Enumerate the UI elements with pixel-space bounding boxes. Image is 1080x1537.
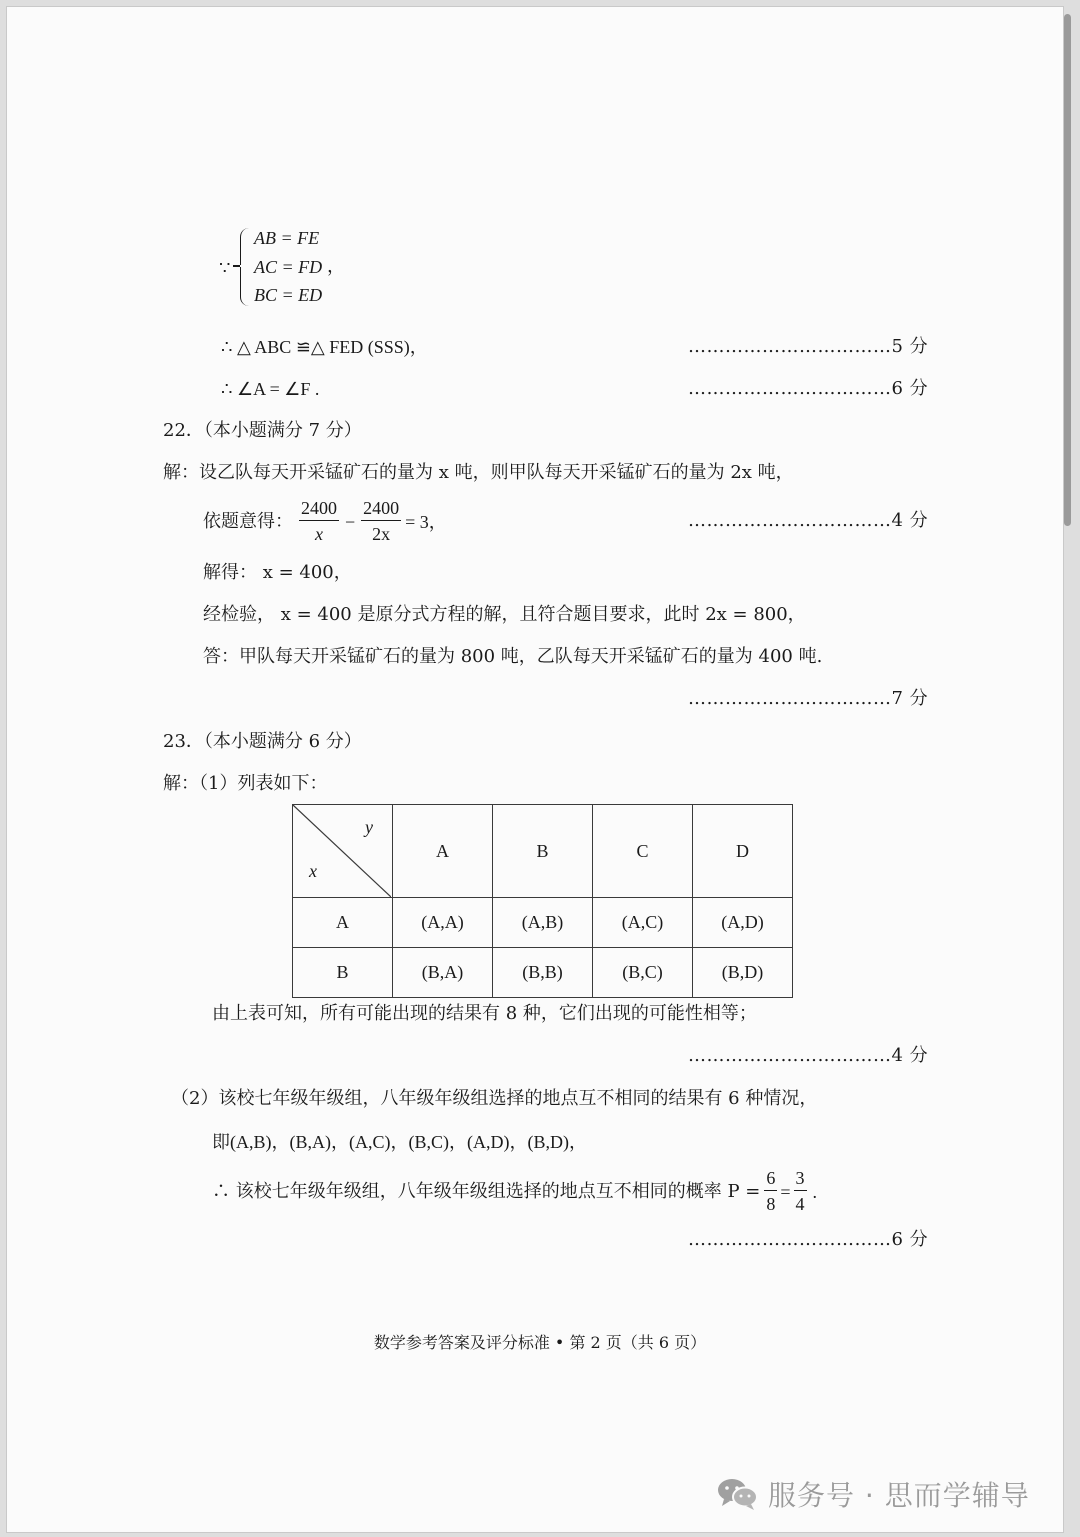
fraction bbox=[794, 1166, 807, 1217]
column-header: D bbox=[693, 805, 793, 898]
q22-equation bbox=[203, 496, 447, 547]
system-brace-tip bbox=[233, 265, 240, 267]
corner-y-label: y bbox=[365, 817, 373, 837]
fraction bbox=[764, 1166, 777, 1217]
wechat-icon bbox=[716, 1476, 760, 1512]
score-mark: ……………………………7 分 bbox=[688, 688, 929, 709]
column-header: B bbox=[493, 805, 593, 898]
table-cell: (A,A) bbox=[393, 898, 493, 948]
system-eq-2-punct: ， bbox=[327, 256, 345, 277]
because-symbol: ∵ bbox=[219, 258, 231, 278]
table-cell: (B,A) bbox=[393, 948, 493, 998]
score-mark: ……………………………6 分 bbox=[688, 378, 929, 399]
fraction-numerator: 2400 bbox=[361, 496, 401, 521]
q23-table-note: 由上表可知，所有可能出现的结果有 8 种，它们出现的可能性相等； bbox=[212, 1003, 757, 1024]
q23-part2: （2）该校七年级年级组，八年级年级组选择的地点互不相同的结果有 6 种情况， bbox=[171, 1088, 818, 1109]
q22-header: 22．（本小题满分 7 分） bbox=[163, 420, 362, 441]
fraction-numerator: 3 bbox=[794, 1166, 807, 1191]
prob-prefix: ∴ 该校七年级年级组，八年级年级组选择的地点互不相同的概率 P = bbox=[212, 1180, 761, 1202]
score-mark: ……………………………6 分 bbox=[688, 1229, 929, 1250]
q22-eq-tail: = 3， bbox=[405, 511, 447, 532]
q23-probability bbox=[212, 1166, 817, 1217]
row-header: A bbox=[293, 898, 393, 948]
table-cell: (A,B) bbox=[493, 898, 593, 948]
minus-sign: − bbox=[345, 511, 356, 532]
column-header: A bbox=[393, 805, 493, 898]
q22-check: 经检验， x = 400 是原分式方程的解，且符合题目要求，此时 2x = 800， bbox=[203, 604, 806, 625]
fraction-denominator: 8 bbox=[766, 1194, 776, 1214]
prob-tail: . bbox=[812, 1181, 818, 1202]
fraction-numerator: 6 bbox=[764, 1166, 777, 1191]
watermark bbox=[716, 1474, 1030, 1514]
outcome-table bbox=[292, 804, 793, 998]
table-cell: (A,C) bbox=[593, 898, 693, 948]
q23-list: 即(A,B)，(B,A)，(A,C)，(B,C)，(A,D)，(B,D)， bbox=[212, 1132, 587, 1152]
column-header: C bbox=[593, 805, 693, 898]
q22-solve: 解得： x = 400， bbox=[203, 562, 352, 583]
table-cell: (A,D) bbox=[693, 898, 793, 948]
system-eq-3: BC = ED bbox=[254, 285, 323, 305]
congruence-line: ∴ △ ABC ≌△ FED (SSS)， bbox=[221, 337, 428, 357]
document-page bbox=[6, 6, 1064, 1533]
table-corner-cell bbox=[293, 805, 393, 898]
row-header: B bbox=[293, 948, 393, 998]
page-footer: 数学参考答案及评分标准 • 第 2 页（共 6 页） bbox=[373, 1333, 707, 1352]
system-eq-2: AC = FD bbox=[254, 257, 323, 277]
vertical-scrollbar[interactable] bbox=[1064, 14, 1071, 526]
fraction bbox=[299, 496, 339, 547]
table-cell: (B,B) bbox=[493, 948, 593, 998]
fraction-denominator: 2x bbox=[372, 524, 391, 544]
table-cell: (B,D) bbox=[693, 948, 793, 998]
fraction-numerator: 2400 bbox=[299, 496, 339, 521]
table-row bbox=[293, 948, 793, 998]
system-eq-1: AB = FE bbox=[254, 228, 320, 248]
fraction bbox=[361, 496, 401, 547]
diagonal-line bbox=[293, 805, 391, 897]
fraction-denominator: x bbox=[315, 524, 323, 544]
q22-setup: 解：设乙队每天开采锰矿石的量为 x 吨，则甲队每天开采锰矿石的量为 2x 吨， bbox=[163, 462, 794, 483]
watermark-text: 服务号 · 思而学辅导 bbox=[768, 1479, 1030, 1512]
table-row bbox=[293, 898, 793, 948]
equals-sign: = bbox=[780, 1181, 791, 1202]
score-mark: ……………………………4 分 bbox=[688, 1045, 929, 1066]
table-cell: (B,C) bbox=[593, 948, 693, 998]
q23-header: 23．（本小题满分 6 分） bbox=[163, 731, 362, 752]
table-header-row bbox=[293, 805, 793, 898]
q23-part1: 解：（1）列表如下： bbox=[163, 773, 328, 794]
q22-answer: 答：甲队每天开采锰矿石的量为 800 吨，乙队每天开采锰矿石的量为 400 吨. bbox=[203, 646, 823, 667]
score-mark: ……………………………4 分 bbox=[688, 510, 929, 531]
system-brace bbox=[240, 228, 251, 306]
q22-eq-prefix: 依题意得： bbox=[203, 510, 293, 532]
corner-x-label: x bbox=[309, 861, 317, 881]
score-mark: ……………………………5 分 bbox=[688, 336, 929, 357]
angle-line: ∴ ∠A = ∠F . bbox=[221, 379, 320, 399]
fraction-denominator: 4 bbox=[795, 1194, 805, 1214]
